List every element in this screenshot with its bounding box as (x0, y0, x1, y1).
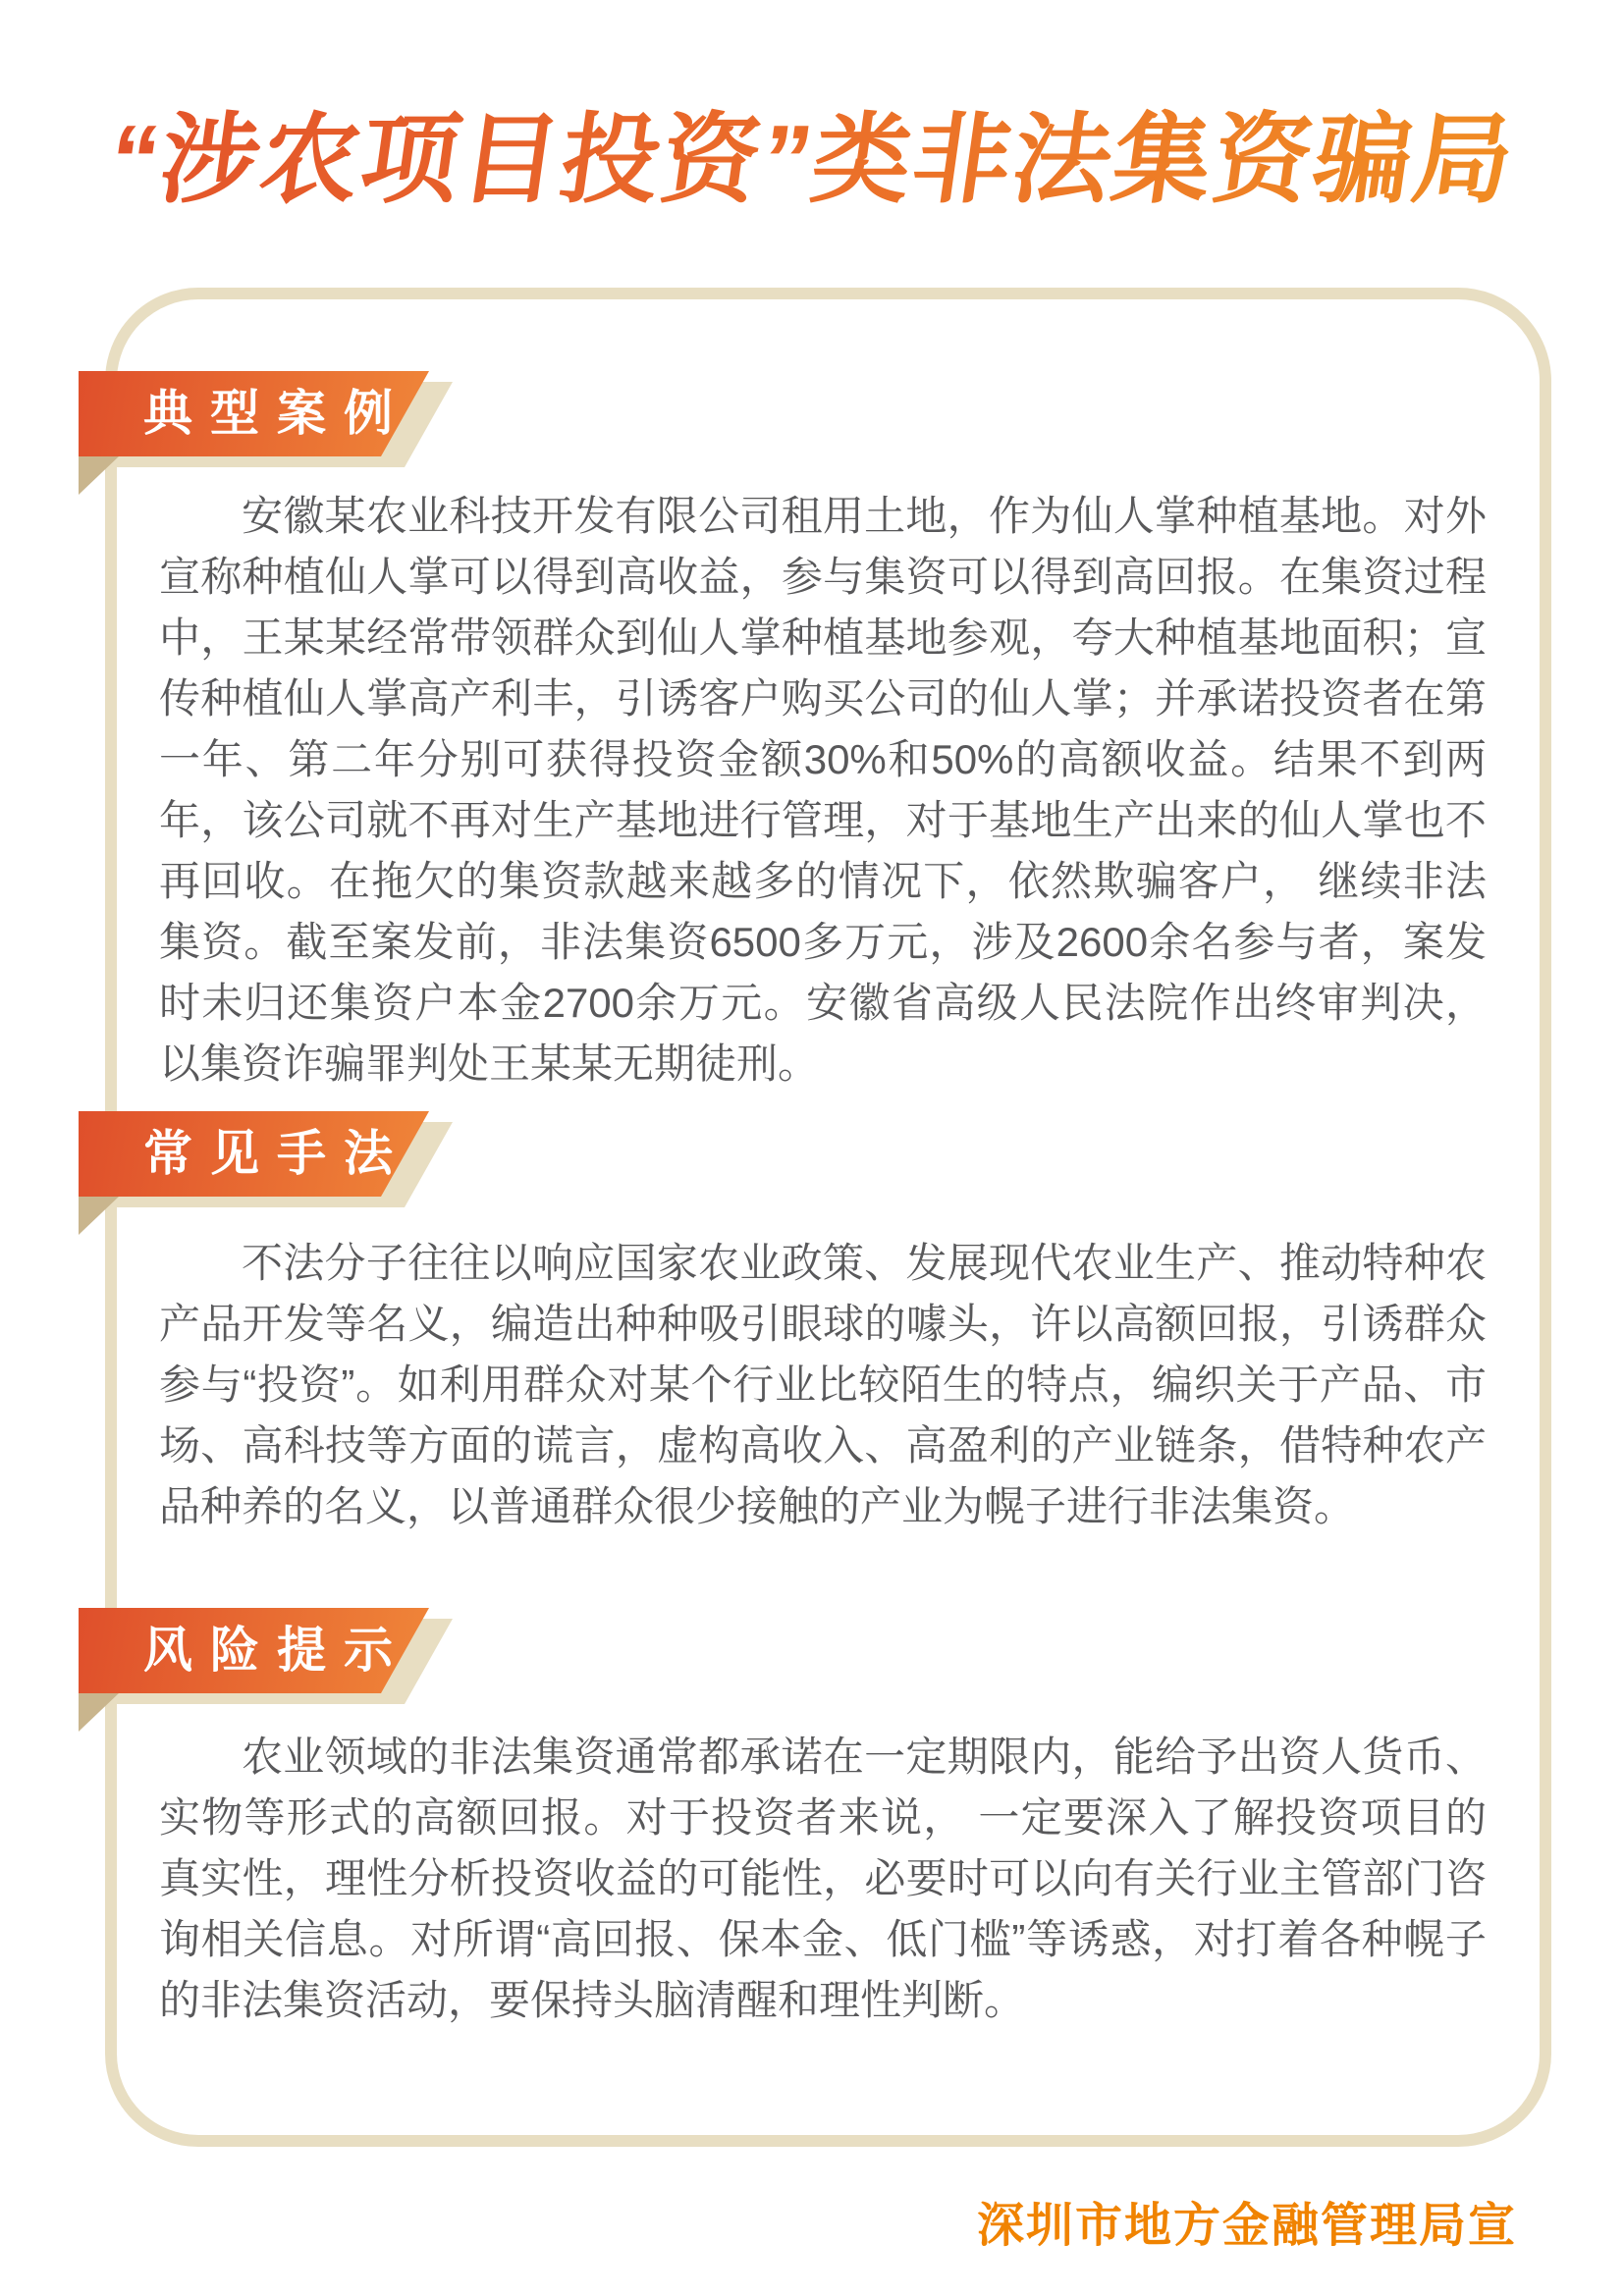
section-body-common-methods: 不法分子往往以响应国家农业政策、发展现代农业生产、推动特种农产品开发等名义，编造出种种吸引眼球的噱头，许以高额回报，引诱群众参与“投资”。如利用群众对某个行业比较陌生的特点，编织关于产品、市场、高科技等方面的谎言，虚构高收入、高盈利的产业链条，借特种农产品种养的名义，以普通群众很少接触的产业为幌子进行非法集资。 (159, 1240, 1487, 1529)
section-title-risk-warning: 风险提示 (143, 1623, 410, 1678)
footer-credit: 深圳市地方金融管理局宣 (976, 2200, 1517, 2252)
section-title-typical-case: 典型案例 (143, 386, 410, 441)
section-title-common-methods: 常见手法 (143, 1126, 410, 1181)
section-ribbon-typical-case (79, 371, 461, 499)
section-ribbon-common-methods (79, 1111, 461, 1239)
ribbon-fold (79, 455, 120, 495)
section-body-risk-warning: 农业领域的非法集资通常都承诺在一定期限内，能给予出资人货币、实物等形式的高额回报。对于投资者来说， 一定要深入了解投资项目的真实性，理性分析投资收益的可能性，必要时可以向有关行业主管部门咨询相关信息。对所谓“高回报、保本金、低门槛”等诱惑，对打着各种幌子的非法集资活动，要保持头脑清醒和理性判断。 (159, 1734, 1487, 2023)
page-title: “涉农项目投资”类非法集资骗局 (0, 98, 1624, 222)
ribbon-fold (79, 1692, 120, 1732)
ribbon-fold (79, 1196, 120, 1235)
section-ribbon-risk-warning (79, 1608, 461, 1735)
section-body-typical-case: 安徽某农业科技开发有限公司租用土地，作为仙人掌种植基地。对外宣称种植仙人掌可以得到高收益，参与集资可以得到高回报。在集资过程中，王某某经常带领群众到仙人掌种植基地参观，夸大种植基地面积；宣传种植仙人掌高产利丰，引诱客户购买公司的仙人掌；并承诺投资者在第一年、第二年分别可获得投资金额30%和50%的高额收益。结果不到两年，该公司就不再对生产基地进行管理，对于基地生产出来的仙人掌也不再回收。在拖欠的集资款越来越多的情况下，依然欺骗客户， 继续非法集资。截至案发前，非法集资6500多万元，涉及2600余名参与者，案发时未归还集资户本金2700余万元。安徽省高级人民法院作出终审判决，以集资诈骗罪判处王某某无期徒刑。 (159, 493, 1487, 1087)
